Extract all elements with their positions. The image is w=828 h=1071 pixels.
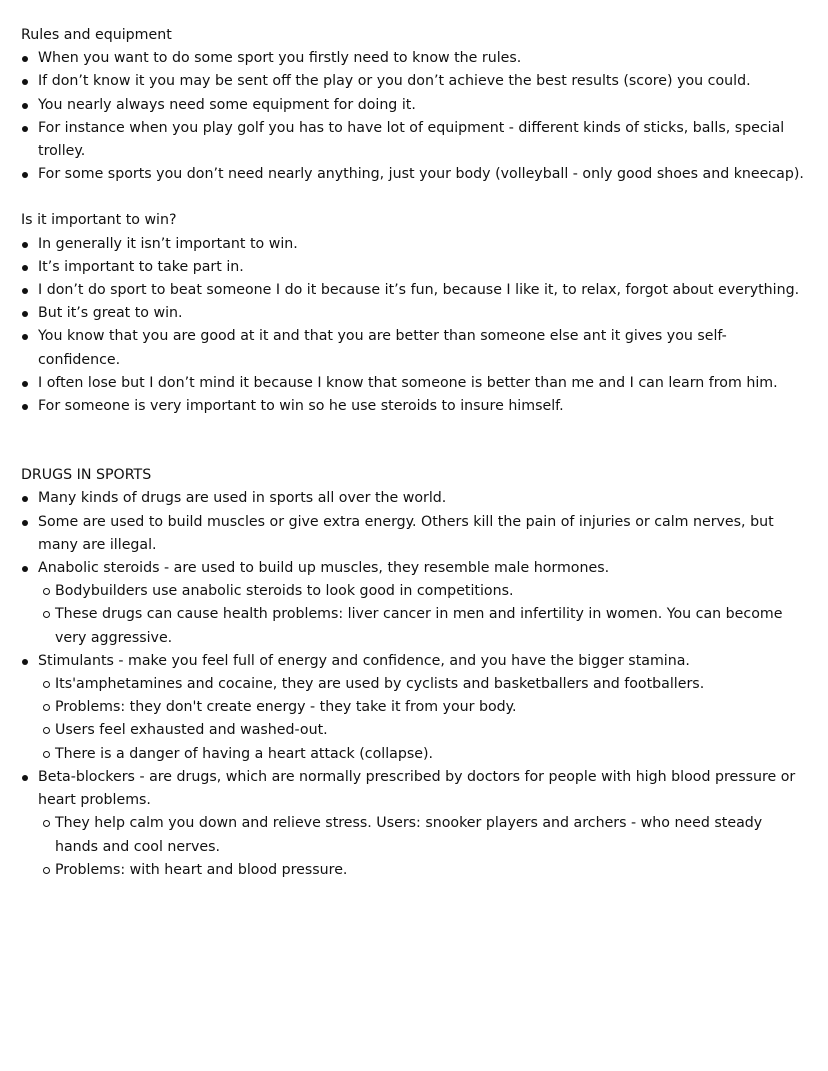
drugs-list-2	[21, 650, 807, 673]
sub-list-item: These drugs can cause health problems: liver cancer in men and infertility in women. You can become very aggressive.	[21, 603, 807, 649]
list-item: For someone is very important to win so he use steroids to insure himself.	[21, 395, 807, 418]
section-title-drugs: DRUGS IN SPORTS	[21, 467, 152, 484]
sub-list-item: They help calm you down and relieve stress. Users: snooker players and archers - who need steady hands and cool nerves.	[21, 812, 807, 858]
beta-blockers-sublist	[21, 812, 807, 882]
win-list	[21, 233, 807, 419]
list-item: When you want to do some sport you firstly need to know the rules.	[21, 47, 807, 70]
anabolic-sublist	[21, 580, 807, 650]
list-item: But it’s great to win.	[21, 302, 807, 325]
list-item: It’s important to take part in.	[21, 256, 807, 279]
list-item-text: Anabolic steroids - are used to build up muscles, they resemble male hormones.	[38, 560, 610, 577]
list-item: For some sports you don’t need nearly anything, just your body (volleyball - only good shoes and kneecap).	[21, 163, 807, 186]
sub-list-item: Users feel exhausted and washed-out.	[21, 719, 807, 742]
spacer	[21, 418, 807, 464]
sub-list-item: There is a danger of having a heart attack (collapse).	[21, 743, 807, 766]
section-title-win: Is it important to win?	[21, 212, 177, 229]
list-item: I don’t do sport to beat someone I do it because it’s fun, because I like it, to relax, forgot about everything.	[21, 279, 807, 302]
list-item: I often lose but I don’t mind it because I know that someone is better than me and I can learn from him.	[21, 372, 807, 395]
sub-list-item: Bodybuilders use anabolic steroids to look good in competitions.	[21, 580, 807, 603]
spacer	[21, 186, 807, 209]
list-item: You nearly always need some equipment for doing it.	[21, 94, 807, 117]
list-item: Beta-blockers - are drugs, which are normally prescribed by doctors for people with high blood pressure or heart problems.	[21, 766, 807, 812]
list-item: If don’t know it you may be sent off the play or you don’t achieve the best results (score) you could.	[21, 70, 807, 93]
drugs-list	[21, 487, 807, 580]
rules-list	[21, 47, 807, 186]
sub-list-item: Problems: they don't create energy - they take it from your body.	[21, 696, 807, 719]
list-item: Stimulants - make you feel full of energy and confidence, and you have the bigger stamina.	[21, 650, 807, 673]
section-title-rules: Rules and equipment	[21, 27, 172, 43]
list-item: Some are used to build muscles or give extra energy. Others kill the pain of injuries or calm nerves, but many are illegal.	[21, 511, 807, 557]
drugs-list-3	[21, 766, 807, 812]
sub-list-item: Its'amphetamines and cocaine, they are used by cyclists and basketballers and footballers.	[21, 673, 807, 696]
list-item: For instance when you play golf you has to have lot of equipment - different kinds of sticks, balls, special trolley.	[21, 117, 807, 163]
sub-list-item: Problems: with heart and blood pressure.	[21, 859, 807, 882]
list-item: You know that you are good at it and that you are better than someone else ant it gives you self-confidence.	[21, 325, 807, 371]
list-item	[21, 557, 807, 580]
list-item: Many kinds of drugs are used in sports all over the world.	[21, 487, 807, 510]
stimulants-sublist	[21, 673, 807, 766]
list-item: In generally it isn’t important to win.	[21, 233, 807, 256]
